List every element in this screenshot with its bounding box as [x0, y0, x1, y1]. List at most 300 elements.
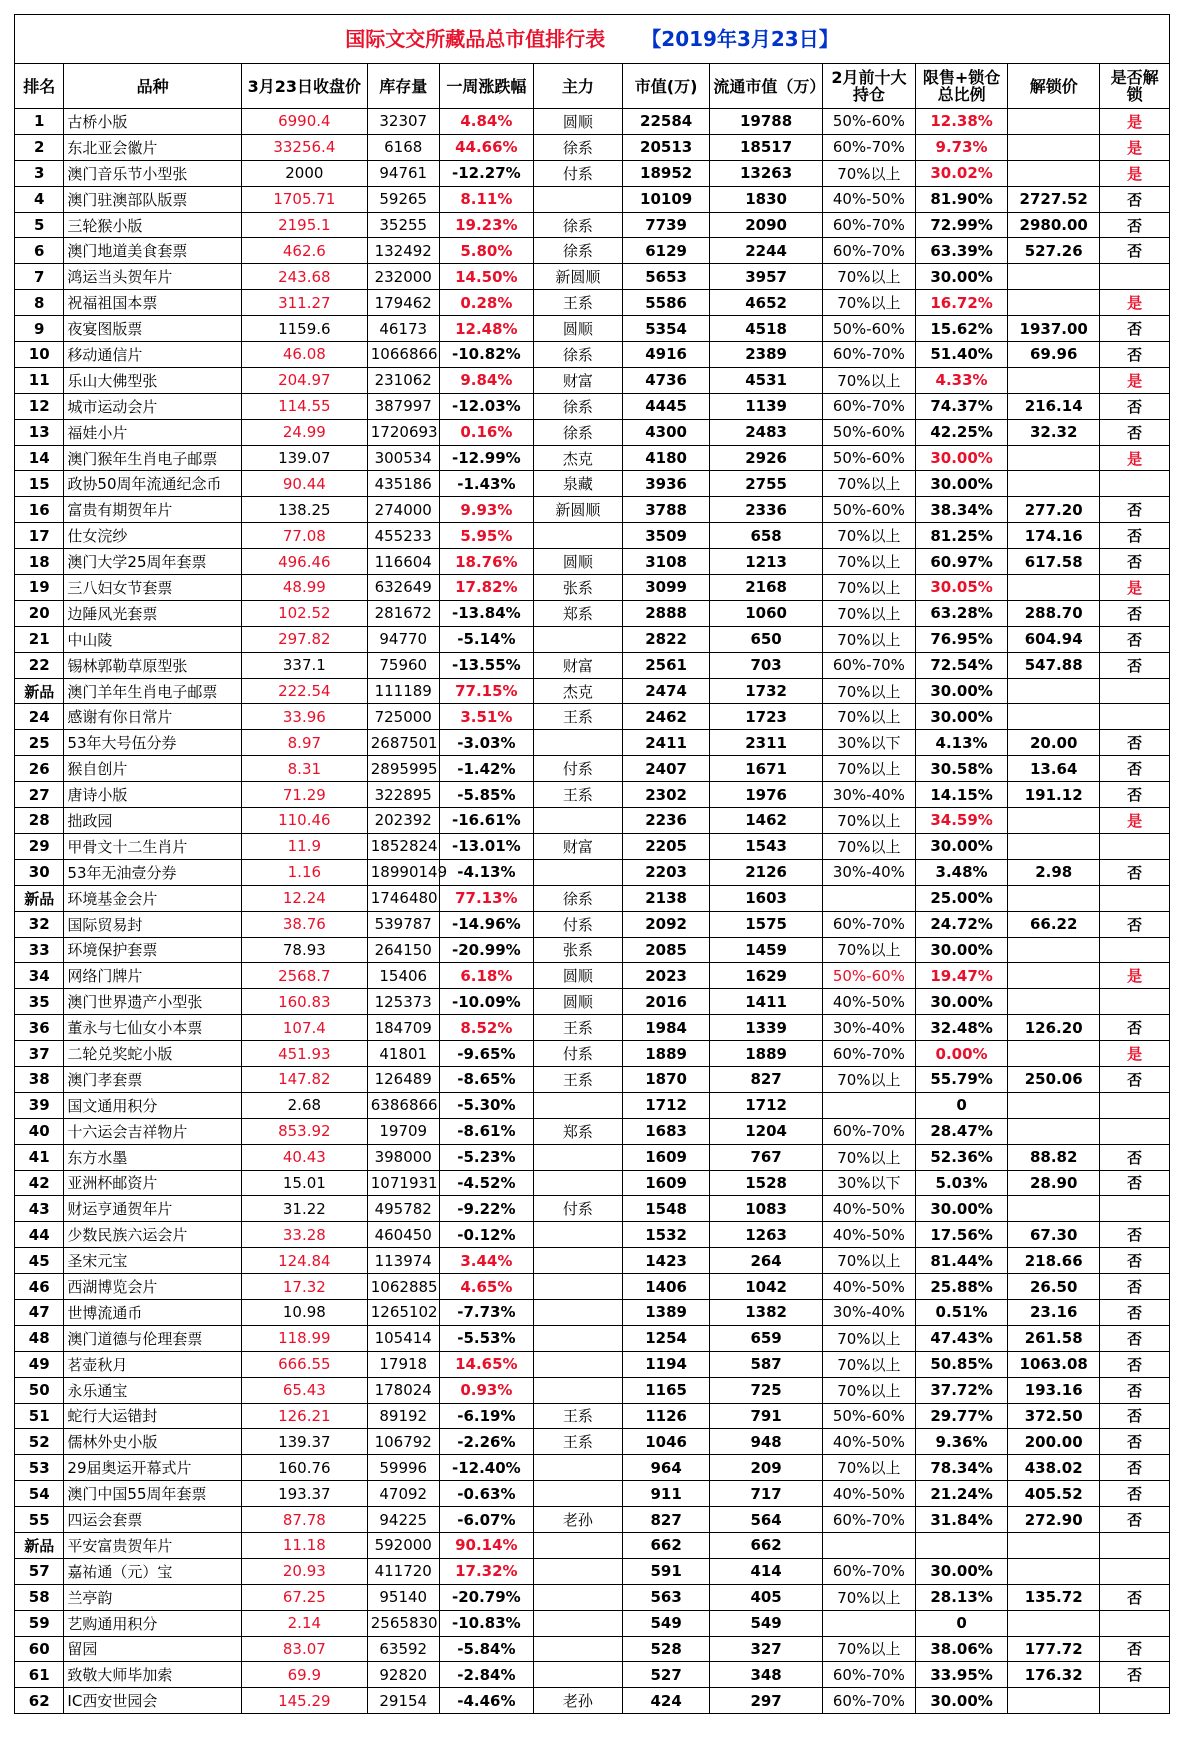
- close-price-cell: 77.08: [241, 523, 367, 549]
- table-title: [14, 14, 1170, 63]
- table-row: [15, 160, 1170, 186]
- unlocked-cell: 否: [1100, 1170, 1170, 1196]
- top10-holding-cell: 70%以上: [822, 704, 915, 730]
- table-row: [15, 937, 1170, 963]
- close-price-cell: 40.43: [241, 1144, 367, 1170]
- name-cell: 猴自创片: [64, 756, 242, 782]
- market-value-cell: 5354: [622, 316, 710, 342]
- unlocked-cell: 否: [1100, 1351, 1170, 1377]
- name-cell: 国文通用积分: [64, 1092, 242, 1118]
- close-price-cell: 118.99: [241, 1325, 367, 1351]
- table-row: [15, 1144, 1170, 1170]
- locked-ratio-cell: 30.00%: [916, 937, 1008, 963]
- stock-cell: 41801: [367, 1041, 439, 1067]
- unlocked-cell: 否: [1100, 497, 1170, 523]
- top10-holding-cell: 70%以上: [822, 1636, 915, 1662]
- market-value-cell: 1889: [622, 1041, 710, 1067]
- rank-cell: 52: [15, 1429, 64, 1455]
- float-value-cell: 18517: [710, 134, 822, 160]
- top10-holding-cell: 70%以上: [822, 367, 915, 393]
- locked-ratio-cell: 28.47%: [916, 1118, 1008, 1144]
- rank-cell: 43: [15, 1196, 64, 1222]
- unlocked-cell: 否: [1100, 1636, 1170, 1662]
- unlocked-cell: 否: [1100, 342, 1170, 368]
- stock-cell: 94761: [367, 160, 439, 186]
- main-holder-cell: [534, 186, 623, 212]
- name-cell: 澳门大学25周年套票: [64, 549, 242, 575]
- market-value-cell: 4300: [622, 419, 710, 445]
- unlock-price-cell: 272.90: [1008, 1507, 1100, 1533]
- unlocked-cell: 否: [1100, 1429, 1170, 1455]
- top10-holding-cell: 40%-50%: [822, 1222, 915, 1248]
- table-row: [15, 1377, 1170, 1403]
- top10-holding-cell: 70%以上: [822, 1066, 915, 1092]
- table-row: [15, 393, 1170, 419]
- table-row: [15, 678, 1170, 704]
- top10-holding-cell: 40%-50%: [822, 1429, 915, 1455]
- stock-cell: 1265102: [367, 1299, 439, 1325]
- rank-cell: 55: [15, 1507, 64, 1533]
- name-cell: 边陲风光套票: [64, 600, 242, 626]
- float-value-cell: 4652: [710, 290, 822, 316]
- close-price-cell: 11.9: [241, 833, 367, 859]
- float-value-cell: 659: [710, 1325, 822, 1351]
- close-price-cell: 139.37: [241, 1429, 367, 1455]
- weekly-change-cell: 12.48%: [439, 316, 533, 342]
- name-cell: 永乐通宝: [64, 1377, 242, 1403]
- close-price-cell: 114.55: [241, 393, 367, 419]
- rank-cell: 27: [15, 782, 64, 808]
- close-price-cell: 71.29: [241, 782, 367, 808]
- market-value-cell: 1126: [622, 1403, 710, 1429]
- table-row: [15, 1532, 1170, 1558]
- unlock-price-cell: 26.50: [1008, 1274, 1100, 1300]
- market-value-cell: 22584: [622, 109, 710, 135]
- top10-holding-cell: 40%-50%: [822, 1481, 915, 1507]
- market-value-cell: 10109: [622, 186, 710, 212]
- top10-holding-cell: 60%-70%: [822, 652, 915, 678]
- name-cell: 拙政园: [64, 808, 242, 834]
- locked-ratio-cell: 14.15%: [916, 782, 1008, 808]
- unlocked-cell: 是: [1100, 1041, 1170, 1067]
- locked-ratio-cell: 63.39%: [916, 238, 1008, 264]
- table-row: [15, 1015, 1170, 1041]
- unlocked-cell: 否: [1100, 1325, 1170, 1351]
- name-cell: 夜宴图版票: [64, 316, 242, 342]
- name-cell: 澳门中国55周年套票: [64, 1481, 242, 1507]
- float-value-cell: 209: [710, 1455, 822, 1481]
- header-rank: 排名: [15, 64, 64, 109]
- locked-ratio-cell: 17.56%: [916, 1222, 1008, 1248]
- table-row: [15, 419, 1170, 445]
- unlocked-cell: 否: [1100, 782, 1170, 808]
- close-price-cell: 462.6: [241, 238, 367, 264]
- float-value-cell: 2090: [710, 212, 822, 238]
- header-unlocked: 是否解锁: [1100, 64, 1170, 109]
- market-value-cell: 1194: [622, 1351, 710, 1377]
- main-holder-cell: [534, 730, 623, 756]
- locked-ratio-cell: 30.00%: [916, 833, 1008, 859]
- locked-ratio-cell: 5.03%: [916, 1170, 1008, 1196]
- unlock-price-cell: [1008, 989, 1100, 1015]
- main-holder-cell: 王系: [534, 1429, 623, 1455]
- unlock-price-cell: [1008, 575, 1100, 601]
- float-value-cell: 1213: [710, 549, 822, 575]
- close-price-cell: 102.52: [241, 600, 367, 626]
- locked-ratio-cell: 74.37%: [916, 393, 1008, 419]
- stock-cell: 411720: [367, 1558, 439, 1584]
- close-price-cell: 311.27: [241, 290, 367, 316]
- unlock-price-cell: [1008, 833, 1100, 859]
- float-value-cell: 1976: [710, 782, 822, 808]
- top10-holding-cell: 50%-60%: [822, 963, 915, 989]
- close-price-cell: 8.97: [241, 730, 367, 756]
- float-value-cell: 767: [710, 1144, 822, 1170]
- rank-cell: 29: [15, 833, 64, 859]
- close-price-cell: 126.21: [241, 1403, 367, 1429]
- close-price-cell: 2.14: [241, 1610, 367, 1636]
- table-row: [15, 600, 1170, 626]
- top10-holding-cell: 40%-50%: [822, 1196, 915, 1222]
- table-row: [15, 989, 1170, 1015]
- main-holder-cell: [534, 1274, 623, 1300]
- market-value-cell: 1532: [622, 1222, 710, 1248]
- main-holder-cell: 郑系: [534, 600, 623, 626]
- close-price-cell: 69.9: [241, 1662, 367, 1688]
- stock-cell: 398000: [367, 1144, 439, 1170]
- unlock-price-cell: 372.50: [1008, 1403, 1100, 1429]
- rank-cell: 59: [15, 1610, 64, 1636]
- name-cell: 环境基金会片: [64, 885, 242, 911]
- stock-cell: 46173: [367, 316, 439, 342]
- locked-ratio-cell: 30.00%: [916, 1558, 1008, 1584]
- main-holder-cell: [534, 1325, 623, 1351]
- table-row: [15, 342, 1170, 368]
- name-cell: 十六运会吉祥物片: [64, 1118, 242, 1144]
- main-holder-cell: 张系: [534, 575, 623, 601]
- locked-ratio-cell: 0: [916, 1092, 1008, 1118]
- table-row: [15, 497, 1170, 523]
- table-row: [15, 1274, 1170, 1300]
- market-value-cell: 1984: [622, 1015, 710, 1041]
- unlock-price-cell: 176.32: [1008, 1662, 1100, 1688]
- unlocked-cell: 否: [1100, 1584, 1170, 1610]
- name-cell: 澳门猴年生肖电子邮票: [64, 445, 242, 471]
- title-date: 【2019年3月23日】: [641, 27, 839, 51]
- unlocked-cell: 是: [1100, 160, 1170, 186]
- weekly-change-cell: -8.65%: [439, 1066, 533, 1092]
- top10-holding-cell: 70%以上: [822, 575, 915, 601]
- rank-cell: 45: [15, 1248, 64, 1274]
- main-holder-cell: 新圆顺: [534, 497, 623, 523]
- weekly-change-cell: 4.84%: [439, 109, 533, 135]
- unlocked-cell: 否: [1100, 756, 1170, 782]
- unlock-price-cell: 547.88: [1008, 652, 1100, 678]
- unlocked-cell: [1100, 885, 1170, 911]
- table-row: [15, 1610, 1170, 1636]
- market-value-cell: 18952: [622, 160, 710, 186]
- top10-holding-cell: 40%-50%: [822, 1274, 915, 1300]
- close-price-cell: 10.98: [241, 1299, 367, 1325]
- market-value-cell: 3936: [622, 471, 710, 497]
- unlock-price-cell: 191.12: [1008, 782, 1100, 808]
- stock-cell: 1071931: [367, 1170, 439, 1196]
- market-value-cell: 2462: [622, 704, 710, 730]
- float-value-cell: 2926: [710, 445, 822, 471]
- stock-cell: 322895: [367, 782, 439, 808]
- unlock-price-cell: 20.00: [1008, 730, 1100, 756]
- locked-ratio-cell: 30.05%: [916, 575, 1008, 601]
- name-cell: 兰亭韵: [64, 1584, 242, 1610]
- top10-holding-cell: 50%-60%: [822, 109, 915, 135]
- rank-cell: 62: [15, 1688, 64, 1714]
- rank-cell: 5: [15, 212, 64, 238]
- rank-cell: 2: [15, 134, 64, 160]
- close-price-cell: 12.24: [241, 885, 367, 911]
- market-value-cell: 1046: [622, 1429, 710, 1455]
- market-value-cell: 3108: [622, 549, 710, 575]
- main-holder-cell: [534, 626, 623, 652]
- weekly-change-cell: -3.03%: [439, 730, 533, 756]
- title-text: 国际文交所藏品总市值排行表: [345, 27, 606, 51]
- rank-cell: 13: [15, 419, 64, 445]
- stock-cell: 105414: [367, 1325, 439, 1351]
- name-cell: 三八妇女节套票: [64, 575, 242, 601]
- market-value-cell: 2203: [622, 859, 710, 885]
- stock-cell: 59265: [367, 186, 439, 212]
- top10-holding-cell: 70%以上: [822, 756, 915, 782]
- table-row: [15, 1558, 1170, 1584]
- close-price-cell: 1.16: [241, 859, 367, 885]
- weekly-change-cell: -12.40%: [439, 1455, 533, 1481]
- weekly-change-cell: -1.43%: [439, 471, 533, 497]
- table-row: [15, 1584, 1170, 1610]
- unlocked-cell: 否: [1100, 1481, 1170, 1507]
- unlock-price-cell: 174.16: [1008, 523, 1100, 549]
- main-holder-cell: [534, 1481, 623, 1507]
- name-cell: 感谢有你日常片: [64, 704, 242, 730]
- weekly-change-cell: -5.85%: [439, 782, 533, 808]
- table-row: [15, 367, 1170, 393]
- top10-holding-cell: 70%以上: [822, 1584, 915, 1610]
- locked-ratio-cell: 25.88%: [916, 1274, 1008, 1300]
- weekly-change-cell: -9.22%: [439, 1196, 533, 1222]
- stock-cell: 539787: [367, 911, 439, 937]
- name-cell: 东方水墨: [64, 1144, 242, 1170]
- float-value-cell: 662: [710, 1532, 822, 1558]
- market-value-cell: 2822: [622, 626, 710, 652]
- main-holder-cell: 王系: [534, 782, 623, 808]
- weekly-change-cell: 18.76%: [439, 549, 533, 575]
- float-value-cell: 1629: [710, 963, 822, 989]
- close-price-cell: 65.43: [241, 1377, 367, 1403]
- stock-cell: 592000: [367, 1532, 439, 1558]
- rank-cell: 33: [15, 937, 64, 963]
- close-price-cell: 46.08: [241, 342, 367, 368]
- market-value-cell: 2411: [622, 730, 710, 756]
- unlocked-cell: 是: [1100, 575, 1170, 601]
- locked-ratio-cell: 51.40%: [916, 342, 1008, 368]
- rank-cell: 46: [15, 1274, 64, 1300]
- rank-cell: 17: [15, 523, 64, 549]
- main-holder-cell: [534, 1584, 623, 1610]
- stock-cell: 455233: [367, 523, 439, 549]
- weekly-change-cell: -5.30%: [439, 1092, 533, 1118]
- market-value-cell: 2092: [622, 911, 710, 937]
- float-value-cell: 1830: [710, 186, 822, 212]
- stock-cell: 94770: [367, 626, 439, 652]
- close-price-cell: 853.92: [241, 1118, 367, 1144]
- name-cell: 锡林郭勒草原型张: [64, 652, 242, 678]
- table-row: [15, 833, 1170, 859]
- unlocked-cell: 是: [1100, 808, 1170, 834]
- market-value-cell: 1609: [622, 1144, 710, 1170]
- top10-holding-cell: 70%以上: [822, 290, 915, 316]
- stock-cell: 89192: [367, 1403, 439, 1429]
- main-holder-cell: 杰克: [534, 445, 623, 471]
- weekly-change-cell: -10.09%: [439, 989, 533, 1015]
- main-holder-cell: 付系: [534, 160, 623, 186]
- top10-holding-cell: 70%以上: [822, 808, 915, 834]
- stock-cell: 1720693: [367, 419, 439, 445]
- close-price-cell: 87.78: [241, 1507, 367, 1533]
- unlocked-cell: 否: [1100, 1299, 1170, 1325]
- close-price-cell: 139.07: [241, 445, 367, 471]
- close-price-cell: 15.01: [241, 1170, 367, 1196]
- unlock-price-cell: 23.16: [1008, 1299, 1100, 1325]
- main-holder-cell: 泉藏: [534, 471, 623, 497]
- name-cell: 留园: [64, 1636, 242, 1662]
- locked-ratio-cell: 60.97%: [916, 549, 1008, 575]
- main-holder-cell: [534, 1558, 623, 1584]
- header-weekly-change: 一周涨跌幅: [439, 64, 533, 109]
- market-value-cell: 662: [622, 1532, 710, 1558]
- stock-cell: 1066866: [367, 342, 439, 368]
- weekly-change-cell: -6.19%: [439, 1403, 533, 1429]
- float-value-cell: 1204: [710, 1118, 822, 1144]
- float-value-cell: 2389: [710, 342, 822, 368]
- float-value-cell: 1543: [710, 833, 822, 859]
- weekly-change-cell: 0.16%: [439, 419, 533, 445]
- locked-ratio-cell: 33.95%: [916, 1662, 1008, 1688]
- rank-cell: 36: [15, 1015, 64, 1041]
- header-name: 品种: [64, 64, 242, 109]
- locked-ratio-cell: 63.28%: [916, 600, 1008, 626]
- name-cell: 西湖博览会片: [64, 1274, 242, 1300]
- unlock-price-cell: 88.82: [1008, 1144, 1100, 1170]
- float-value-cell: 2311: [710, 730, 822, 756]
- locked-ratio-cell: 38.34%: [916, 497, 1008, 523]
- rank-cell: 58: [15, 1584, 64, 1610]
- close-price-cell: 124.84: [241, 1248, 367, 1274]
- main-holder-cell: [534, 1170, 623, 1196]
- float-value-cell: 2126: [710, 859, 822, 885]
- close-price-cell: 2000: [241, 160, 367, 186]
- table-body: [15, 109, 1170, 1714]
- rank-cell: 20: [15, 600, 64, 626]
- float-value-cell: 1575: [710, 911, 822, 937]
- float-value-cell: 1382: [710, 1299, 822, 1325]
- unlock-price-cell: 405.52: [1008, 1481, 1100, 1507]
- unlocked-cell: [1100, 1532, 1170, 1558]
- close-price-cell: 33256.4: [241, 134, 367, 160]
- unlock-price-cell: 69.96: [1008, 342, 1100, 368]
- locked-ratio-cell: 9.36%: [916, 1429, 1008, 1455]
- name-cell: 董永与七仙女小本票: [64, 1015, 242, 1041]
- weekly-change-cell: 3.51%: [439, 704, 533, 730]
- stock-cell: 132492: [367, 238, 439, 264]
- table-row: [15, 1662, 1170, 1688]
- unlock-price-cell: [1008, 808, 1100, 834]
- rank-cell: 48: [15, 1325, 64, 1351]
- locked-ratio-cell: 15.62%: [916, 316, 1008, 342]
- main-holder-cell: [534, 1636, 623, 1662]
- market-value-cell: 1389: [622, 1299, 710, 1325]
- unlock-price-cell: [1008, 704, 1100, 730]
- rank-cell: 53: [15, 1455, 64, 1481]
- top10-holding-cell: 30%-40%: [822, 782, 915, 808]
- ranking-table: [14, 14, 1170, 1714]
- float-value-cell: 2168: [710, 575, 822, 601]
- market-value-cell: 1609: [622, 1170, 710, 1196]
- market-value-cell: 1254: [622, 1325, 710, 1351]
- float-value-cell: 1712: [710, 1092, 822, 1118]
- header-close-price: 3月23日收盘价: [241, 64, 367, 109]
- float-value-cell: 1139: [710, 393, 822, 419]
- locked-ratio-cell: 81.25%: [916, 523, 1008, 549]
- locked-ratio-cell: 30.02%: [916, 160, 1008, 186]
- stock-cell: 6168: [367, 134, 439, 160]
- float-value-cell: 1732: [710, 678, 822, 704]
- name-cell: 澳门音乐节小型张: [64, 160, 242, 186]
- unlocked-cell: [1100, 704, 1170, 730]
- stock-cell: 113974: [367, 1248, 439, 1274]
- top10-holding-cell: [822, 885, 915, 911]
- stock-cell: 92820: [367, 1662, 439, 1688]
- stock-cell: 95140: [367, 1584, 439, 1610]
- float-value-cell: 1042: [710, 1274, 822, 1300]
- locked-ratio-cell: 19.47%: [916, 963, 1008, 989]
- weekly-change-cell: 0.93%: [439, 1377, 533, 1403]
- weekly-change-cell: -0.12%: [439, 1222, 533, 1248]
- name-cell: 移动通信片: [64, 342, 242, 368]
- main-holder-cell: 王系: [534, 1066, 623, 1092]
- locked-ratio-cell: 28.13%: [916, 1584, 1008, 1610]
- stock-cell: 495782: [367, 1196, 439, 1222]
- unlock-price-cell: [1008, 963, 1100, 989]
- close-price-cell: 160.83: [241, 989, 367, 1015]
- unlocked-cell: 否: [1100, 1248, 1170, 1274]
- name-cell: 平安富贵贺年片: [64, 1532, 242, 1558]
- close-price-cell: 33.96: [241, 704, 367, 730]
- market-value-cell: 2474: [622, 678, 710, 704]
- float-value-cell: 4531: [710, 367, 822, 393]
- unlock-price-cell: 617.58: [1008, 549, 1100, 575]
- weekly-change-cell: -5.23%: [439, 1144, 533, 1170]
- table-row: [15, 523, 1170, 549]
- close-price-cell: 67.25: [241, 1584, 367, 1610]
- unlock-price-cell: 200.00: [1008, 1429, 1100, 1455]
- stock-cell: 1746480: [367, 885, 439, 911]
- unlock-price-cell: 1937.00: [1008, 316, 1100, 342]
- unlock-price-cell: 193.16: [1008, 1377, 1100, 1403]
- float-value-cell: 3957: [710, 264, 822, 290]
- unlock-price-cell: 527.26: [1008, 238, 1100, 264]
- top10-holding-cell: 70%以上: [822, 1248, 915, 1274]
- stock-cell: 6386866: [367, 1092, 439, 1118]
- rank-cell: 38: [15, 1066, 64, 1092]
- locked-ratio-cell: 24.72%: [916, 911, 1008, 937]
